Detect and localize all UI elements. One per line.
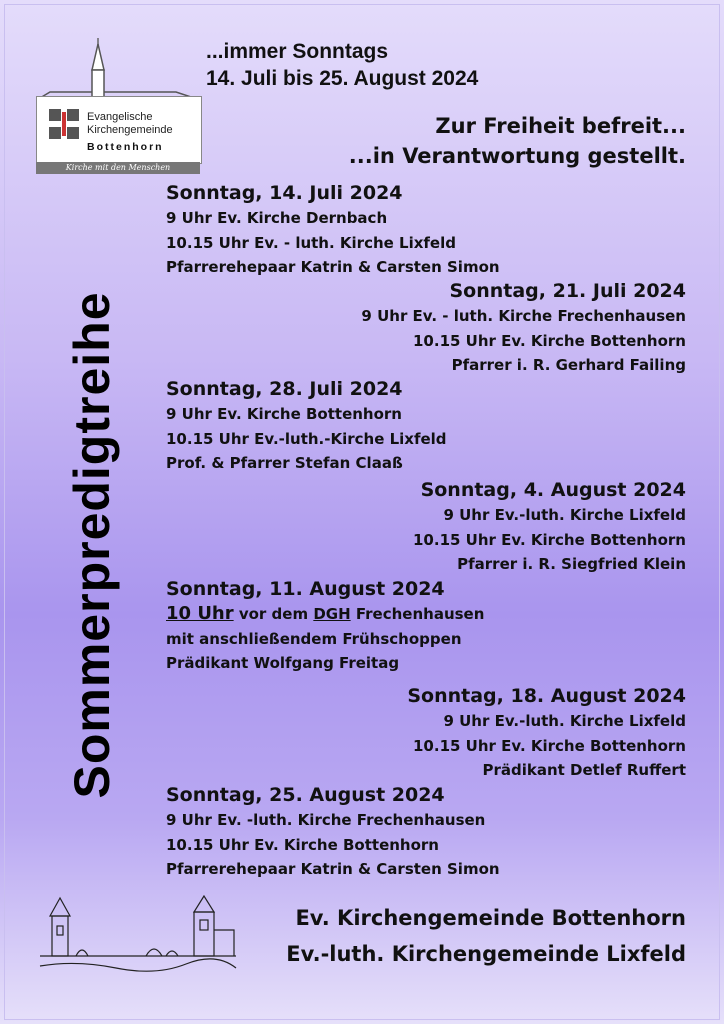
church-silhouette-icon [36,36,200,98]
footer-line2: Ev.-luth. Kirchengemeinde Lixfeld [286,942,686,966]
logo-text-line3: Bottenhorn [87,141,164,153]
header-line2: 14. Juli bis 25. August 2024 [206,67,479,90]
motto-line1: Zur Freiheit befreit... [435,114,686,138]
event-service-2: 10.15 Uhr Ev. Kirche Bottenhorn [413,331,686,350]
event-date: Sonntag, 28. Juli 2024 [166,378,403,400]
event-block [407,683,686,783]
event-service-1: 9 Uhr Ev.-luth. Kirche Lixfeld [443,712,686,730]
cross-icon [49,109,79,139]
event-place-dgh: DGH [313,605,351,623]
logo-text-line1: Evangelische [87,111,153,123]
event-service-1 [166,602,484,627]
event-block [166,180,500,280]
event-service-2: 10.15 Uhr Ev. Kirche Bottenhorn [413,736,686,755]
footer-line1: Ev. Kirchengemeinde Bottenhorn [295,906,686,930]
event-preacher: Pfarrer i. R. Siegfried Klein [457,555,686,573]
event-block [413,477,686,577]
event-service-2: 10.15 Uhr Ev.-luth.-Kirche Lixfeld [166,429,447,448]
churches-sketch-icon [36,890,241,978]
motto-line2: ...in Verantwortung gestellt. [348,144,686,168]
church-logo [36,36,200,172]
event-date: Sonntag, 4. August 2024 [420,479,686,501]
event-preacher: Prädikant Wolfgang Freitag [166,654,400,672]
event-service-1: 9 Uhr Ev. Kirche Bottenhorn [166,405,402,423]
event-date: Sonntag, 11. August 2024 [166,578,445,600]
event-service-1: 9 Uhr Ev. Kirche Dernbach [166,209,388,227]
event-service-2: mit anschließendem Frühschoppen [166,629,462,648]
event-date: Sonntag, 18. August 2024 [407,685,686,707]
event-place-post: Frechenhausen [350,605,485,623]
logo-tagline: Kirche mit den Menschen [36,162,200,174]
event-service-2: 10.15 Uhr Ev. Kirche Bottenhorn [413,530,686,549]
event-block [166,376,447,476]
event-service-2: 10.15 Uhr Ev. - luth. Kirche Lixfeld [166,233,456,252]
event-service-2: 10.15 Uhr Ev. Kirche Bottenhorn [166,835,439,854]
event-place-pre: vor dem [233,605,314,623]
event-preacher: Pfarrerehepaar Katrin & Carsten Simon [166,258,500,276]
event-block [166,576,484,676]
event-service-1: 9 Uhr Ev. - luth. Kirche Frechenhausen [361,307,686,325]
event-preacher: Pfarrerehepaar Katrin & Carsten Simon [166,860,500,878]
event-time: 10 Uhr [166,603,234,624]
vertical-title: Sommerpredigtreihe [64,291,120,799]
event-preacher: Prädikant Detlef Ruffert [482,761,686,779]
logo-box [36,96,202,164]
event-date: Sonntag, 14. Juli 2024 [166,182,403,204]
event-block [166,782,500,882]
header-line1: ...immer Sonntags [206,40,389,63]
event-service-1: 9 Uhr Ev.-luth. Kirche Lixfeld [443,506,686,524]
event-block [361,278,686,378]
event-preacher: Prof. & Pfarrer Stefan Claaß [166,454,403,472]
logo-text-line2: Kirchengemeinde [87,124,173,136]
event-date: Sonntag, 21. Juli 2024 [449,280,686,302]
event-service-1: 9 Uhr Ev. -luth. Kirche Frechenhausen [166,811,486,829]
event-preacher: Pfarrer i. R. Gerhard Failing [451,356,686,374]
event-date: Sonntag, 25. August 2024 [166,784,445,806]
